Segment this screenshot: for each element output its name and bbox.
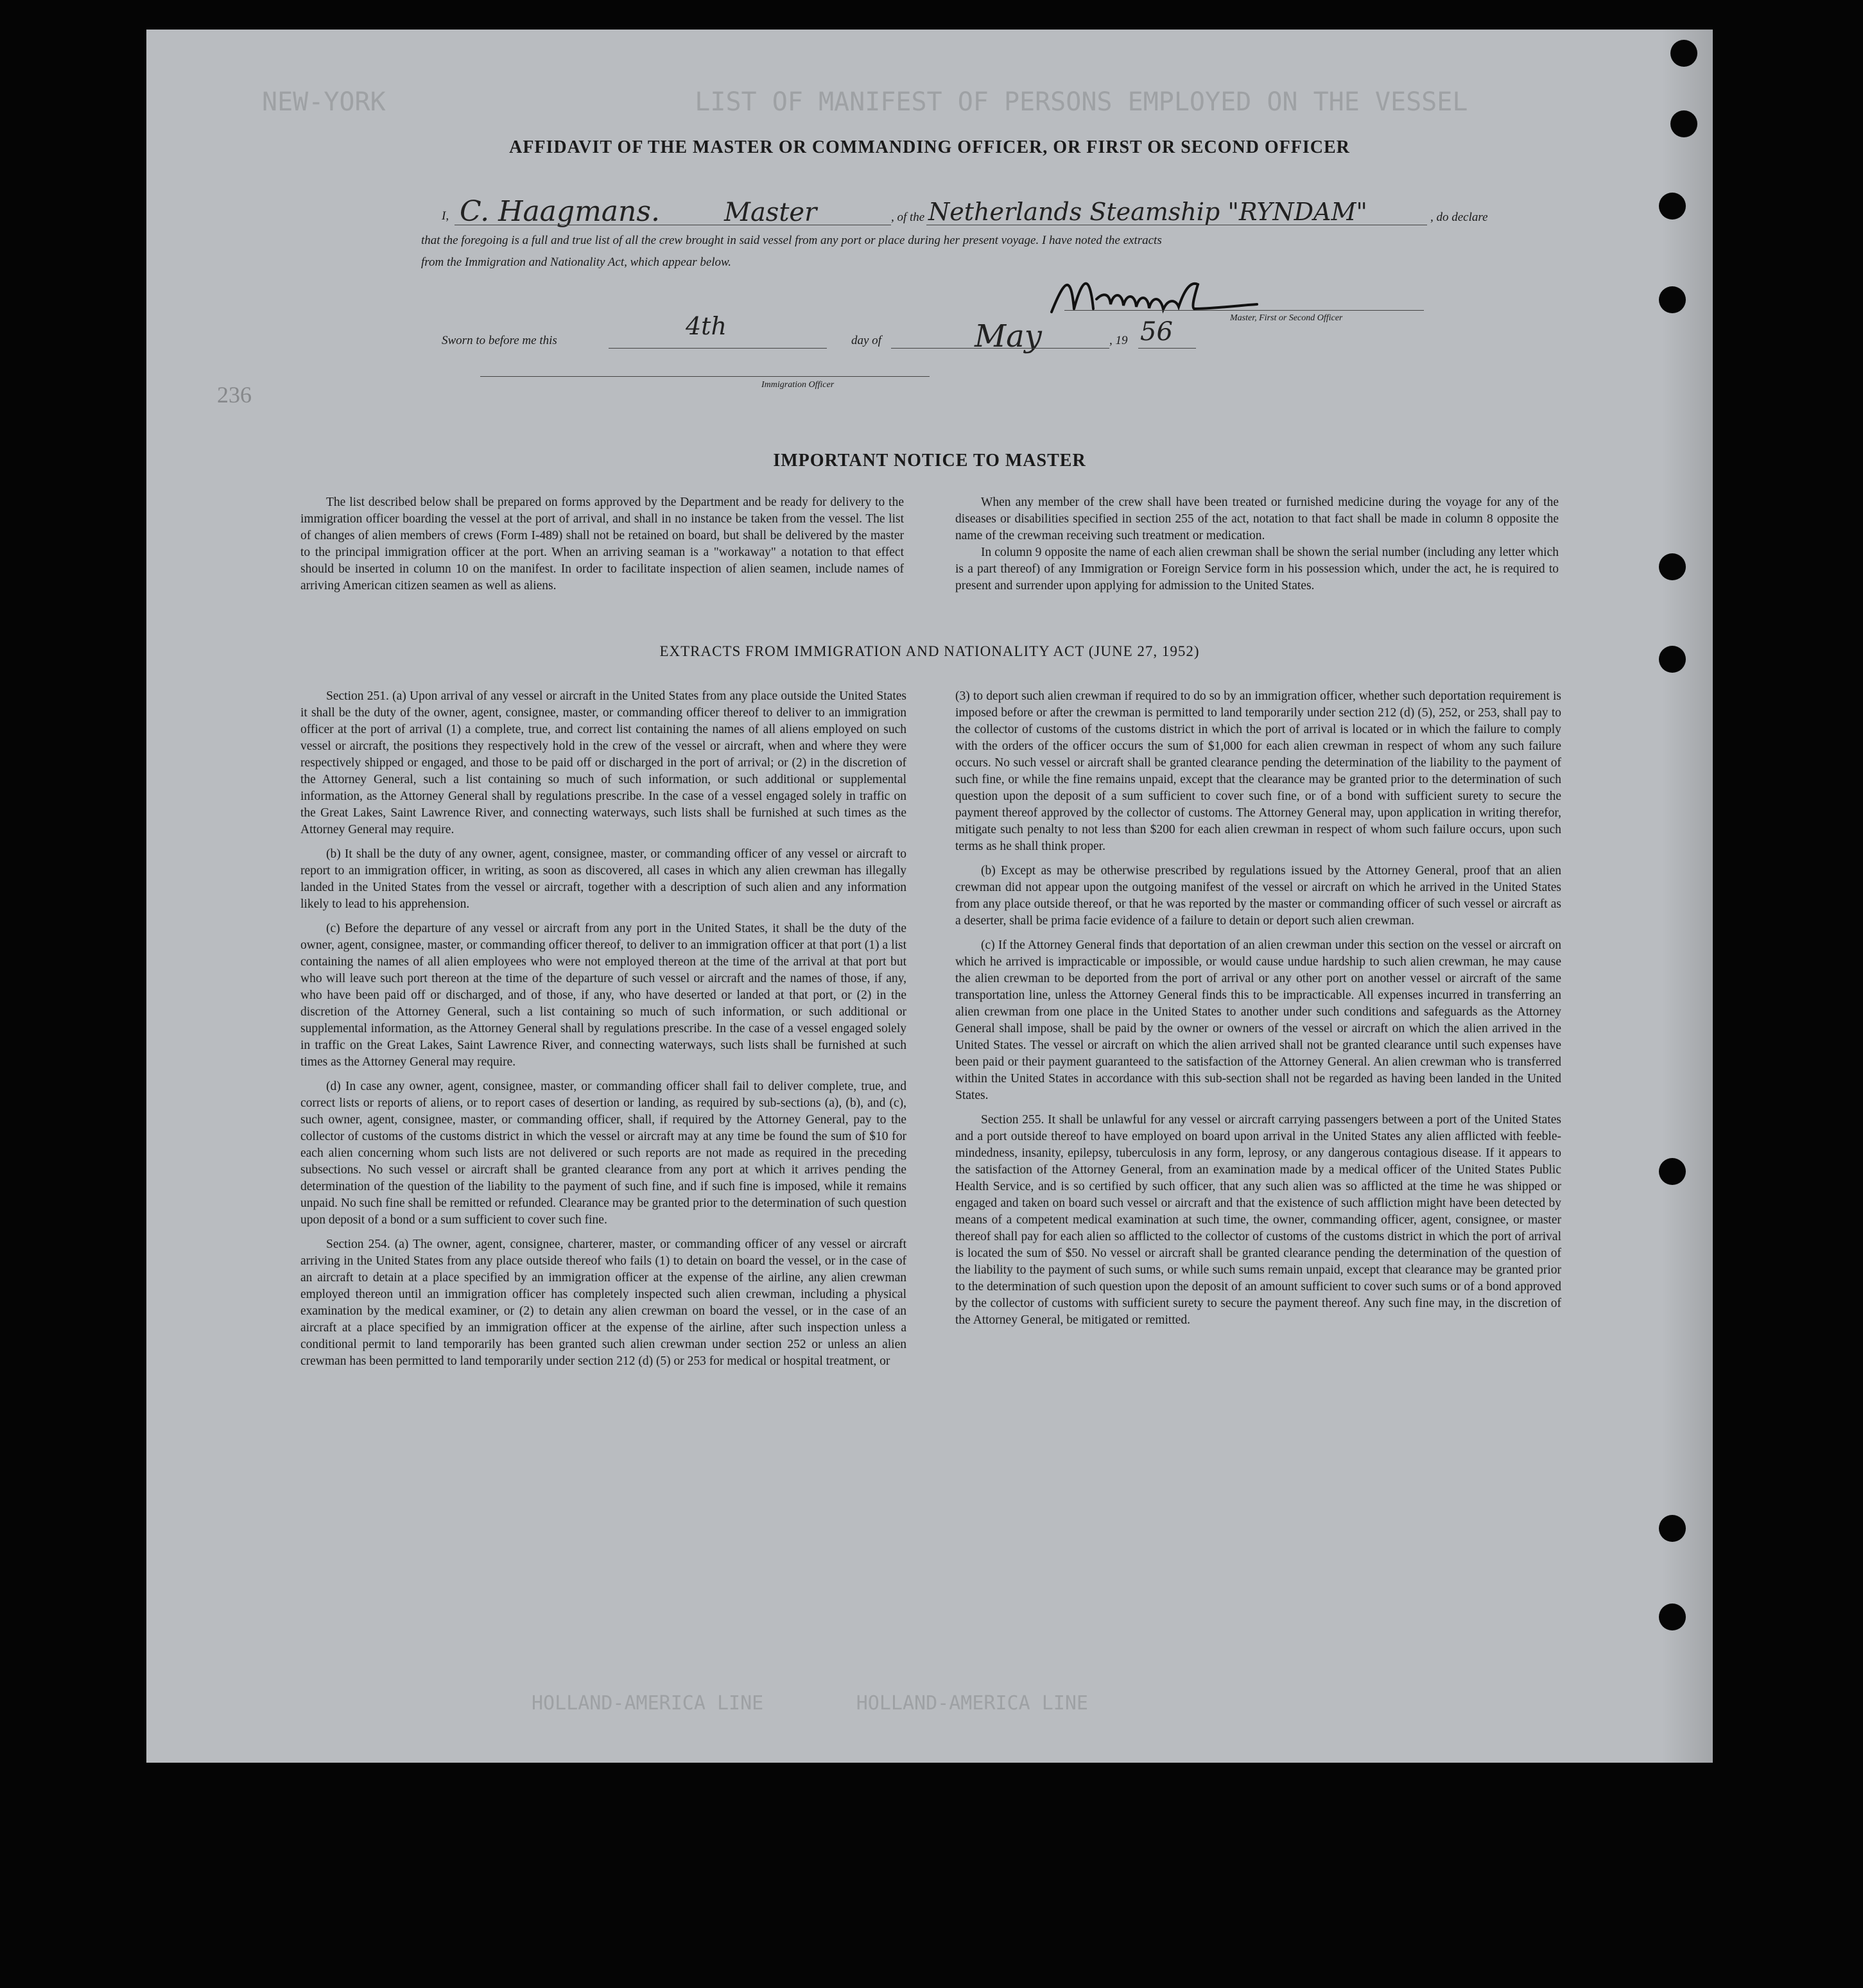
prefix-i: I, [442,209,449,223]
punch-hole [1659,553,1686,580]
of-the-label: , of the [891,211,925,224]
punch-hole [1659,193,1686,220]
day-handwritten: 4th [686,312,727,340]
punch-hole [1659,1158,1686,1185]
section-251d: (d) In case any owner, agent, consignee, master, or commanding officer shall fail to deliver complete, true, and correct lists or reports of aliens, or to report cases of desertion or landing, as required by sub-sections (a), (b), and (c), such owner, agent, consignee, master, or commanding officer, shall, if required by the Attorney General, pay to the collector of customs of the customs district in which the vessel or aircraft may at any time be found the sum of $10 for each alien concerning whom such lists are not delivered or such reports are not made as required in the preceding subsections. No such vessel or aircraft shall be granted clearance from any port at which it arrives pending the determination of the question of the liability to the payment of such fine, and if such fine is imposed, while it remains unpaid. No such fine shall be remitted or refunded. Clearance may be granted prior to the determination of such question upon deposit of a bond or a sum sufficient to cover such fine. [300,1080,906,1227]
notice-right-text-2: In column 9 opposite the name of each alien crewman shall be shown the serial number (including any letter which is a part thereof) of any Immigration or Foreign Service form in his possession which, under the act, he is required to present and surrender upon applying for admission to the United States. [955,546,1559,592]
section-255: Section 255. It shall be unlawful for any vessel or aircraft carrying passengers between a port of the United States and a port outside thereof to have employed on board upon arrival in the United States any alien afflicted with feeble-mindedness, insanity, epilepsy, tuberculosis in any form, leprosy, or any dangerous contagious disease. If it appears to the satisfaction of the Attorney General, from an examination made by a medical officer of the United States Public Health Service, and is so certified by such officer, that any such alien was so afflicted at the time he was shipped or engaged and taken on board such vessel or aircraft and that the existence of such affliction might have been detected by means of a competent medical examination at such time, the owner, commanding officer, agent, consignee, or master thereof shall pay for each alien so afflicted to the collector of customs of the customs district in which the port of arrival is located the sum of $50. No vessel or aircraft shall be granted clearance pending the determination of the question of the liability to the payment of such sums, or while such sums remain unpaid, except that clearance may be granted prior to the determination of such question upon the deposit of an amount sufficient to cover such sums or of a bond approved by the collector of customs with sufficient surety to secure the payment thereof. Any such fine may, in the discretion of the Attorney General, be mitigated or remitted. [955,1113,1561,1327]
affidavit-line-1 [442,209,449,223]
punch-hole [1659,286,1686,313]
reverse-show-through-2: HOLLAND-AMERICA LINE HOLLAND-AMERICA LINE [532,1692,1088,1715]
extracts-left-column [300,688,906,1378]
year-prefix: , 19 [1109,334,1128,347]
section-251a: Section 251. (a) Upon arrival of any vessel or aircraft in the United States from any place outside the United States it shall be the duty of the owner, agent, consignee, master, or commanding officer thereof to deliver to an immigration officer at the port of arrival (1) a complete, true, and correct list containing the names of all aliens employed on such vessel or aircraft, the positions they respectively hold in the crew of the vessel or aircraft, when and where they were respectively shipped or engaged, and those to be paid off or discharged in the port of arrival; or (2) in the discretion of the Attorney General, such a list containing so much of such information, or such additional or supplemental information, as the Attorney General shall by regulations prescribe. In the case of a vessel engaged solely in traffic on the Great Lakes, Saint Lawrence River, and connecting waterways, such lists shall be furnished at such times as the Attorney General may require. [300,689,906,836]
section-251b: (b) It shall be the duty of any owner, agent, consignee, master, or commanding officer of any vessel or aircraft to report to an immigration officer, in writing, as soon as discovered, all cases in which any alien crewman has illegally landed in the United States from the vessel or aircraft, together with a description of such alien and any information likely to lead to his apprehension. [300,847,906,911]
notice-left-text: The list described below shall be prepared on forms approved by the Department and be ready for delivery to the immigration officer boarding the vessel at the port of arrival, and shall in no instance be taken from the vessel. The list of changes of alien members of crews (Form I-489) shall not be retained on board, but shall be delivered by the master to the principal immigration officer at the port. When an arriving seaman is a "workaway" a notation to that effect should be inserted in column 10 on the manifest. In order to facilitate inspection of alien seamen, include names of arriving American citizen seamen as well as aliens. [300,496,904,592]
year-rule [1138,348,1196,349]
officer-rule [480,376,930,377]
margin-mark: 236 [217,382,252,408]
extracts-title: EXTRACTS FROM IMMIGRATION AND NATIONALITY ACT (JUNE 27, 1952) [659,643,1200,659]
year-handwritten: 56 [1140,317,1173,347]
vessel-handwritten: Netherlands Steamship "RYNDAM" [928,198,1367,226]
punch-hole [1670,110,1697,137]
notice-right [955,494,1559,602]
punch-hole [1670,40,1697,67]
notice-title: IMPORTANT NOTICE TO MASTER [773,451,1086,471]
extracts-right-column [955,688,1561,1336]
section-254a: Section 254. (a) The owner, agent, consignee, charterer, master, or commanding officer of any vessel or aircraft arriving in the United States from any place outside thereof who fails (1) to detain on board the vessel, or in the case of an aircraft to detain at a place specified by an immigration officer at the expense of the airline, any alien crewman employed thereon until an immigration officer has completely inspected such alien crewman, including a physical examination by the medical examiner, or (2) to detain any alien crewman on board the vessel, or in the case of an aircraft at a place specified by an immigration officer at the expense of the airline, after such inspection unless a conditional permit to land temporarily has been granted such alien crewman under section 252 or unless an alien crewman has been permitted to land temporarily under section 212 (d) (5) or 253 for medical or hospital treatment, or [300,1238,906,1368]
punch-hole [1659,1603,1686,1630]
reverse-show-through: NEW-YORK LIST OF MANIFEST OF PERSONS EMPLOYED ON THE VESSEL [262,87,1468,117]
signature-rule [1064,310,1424,311]
rank-handwritten: Master [724,198,817,227]
section-254a-cont: (3) to deport such alien crewman if required to do so by an immigration officer, whether such deportation requirement is imposed before or after the crewman is permitted to land temporarily under section 212 (d) (5), 252, or 253, shall pay to the collector of customs of the customs district in which the port of arrival is located or in which the failure to comply with the orders of the officer occurs the sum of $1,000 for each alien crewman in respect of whom any such failure occurs. No such vessel or aircraft shall be granted clearance pending the determination of the liability to the payment of such fine, or while the fine remains unpaid, except that the clearance may be granted prior to the determination of such question upon the deposit of a sum sufficient to cover such fine, or of a bond with sufficient surety to secure the payment thereof approved by the collector of customs. The Attorney General may, upon application in writing therefor, mitigate such penalty to not less than $200 for each alien crewman in respect of whom such failure occurs, upon such terms as he shall think proper. [955,689,1561,853]
punch-hole [1659,646,1686,673]
document-sheet [146,30,1713,1763]
section-254c: (c) If the Attorney General finds that deportation of an alien crewman under this section on the vessel or aircraft on which he arrived is impracticable or impossible, or would cause undue hardship to such alien crewman, he may cause the alien crewman to be deported from the port of arrival or any other port on another vessel or aircraft of the same transportation line, unless the Attorney General finds this to be impracticable. All expenses incurred in transferring an alien crewman from one place in the United States to another under such conditions and safeguards as the Attorney General shall impose, shall be paid by the owner or owners of the vessel or aircraft on which the alien arrived in the United States. The vessel or aircraft on which the alien arrived shall not be granted clearance until such expenses have been paid or their payment guaranteed to the satisfaction of the Attorney General. An alien crewman who is transferred within the United States in accordance with this sub-section shall not be regarded as having been landed in the United States. [955,938,1561,1102]
affidavit-line-3: from the Immigration and Nationality Act, which appear below. [421,255,732,269]
day-of-label: day of [851,334,881,347]
affidavit-line-2: that the foregoing is a full and true list of all the crew brought in said vessel from any port or place during her present voyage. I have noted the extracts [421,234,1162,247]
notice-left [300,494,904,602]
punch-hole [1659,1515,1686,1542]
section-254b: (b) Except as may be otherwise prescribed by regulations issued by the Attorney General, proof that an alien crewman did not appear upon the outgoing manifest of the vessel or aircraft on which he arrived in the United States from any place outside thereof, or that he was reported by the master or commanding officer of such vessel or aircraft as a deserter, shall be prima facie evidence of a failure to detain or deport such alien crewman. [955,864,1561,928]
section-251c: (c) Before the departure of any vessel or aircraft from any port in the United States, it shall be the duty of the owner, agent, consignee, master, or commanding officer thereof, to deliver to an immigration officer at that port (1) a list containing the names of all alien employees who were not employed thereon at the time of the arrival at that port but who will leave such port thereon at the time of the departure of such vessel or aircraft and the names of those, if any, who have been paid off or discharged, and of those, if any, who have deserted or landed at that port, or (2) in the discretion of the Attorney General, such a list containing so much of such information, or such additional or supplemental information, as the Attorney General shall by regulations prescribe. In the case of a vessel engaged solely in traffic on the Great Lakes, Saint Lawrence River, and connecting waterways, such lists shall be furnished at such times as the Attorney General may require. [300,922,906,1069]
signature-caption: Master, First or Second Officer [1230,313,1343,323]
month-handwritten: May [975,318,1042,354]
month-rule [891,348,1109,349]
do-declare-label: , do declare [1430,211,1488,224]
officer-caption: Immigration Officer [761,380,835,390]
day-rule [609,348,827,349]
master-name-handwritten: C. Haagmans. [460,195,660,228]
notice-right-text-1: When any member of the crew shall have been treated or furnished medicine during the voyage for any of the diseases or disabilities specified in section 255 of the act, notation to that fact shall be made in column 8 opposite the name of the crewman receiving such treatment or medication. [955,496,1559,542]
sworn-label: Sworn to before me this [442,334,557,347]
affidavit-title: AFFIDAVIT OF THE MASTER OR COMMANDING OFFICER, OR FIRST OR SECOND OFFICER [509,137,1350,157]
